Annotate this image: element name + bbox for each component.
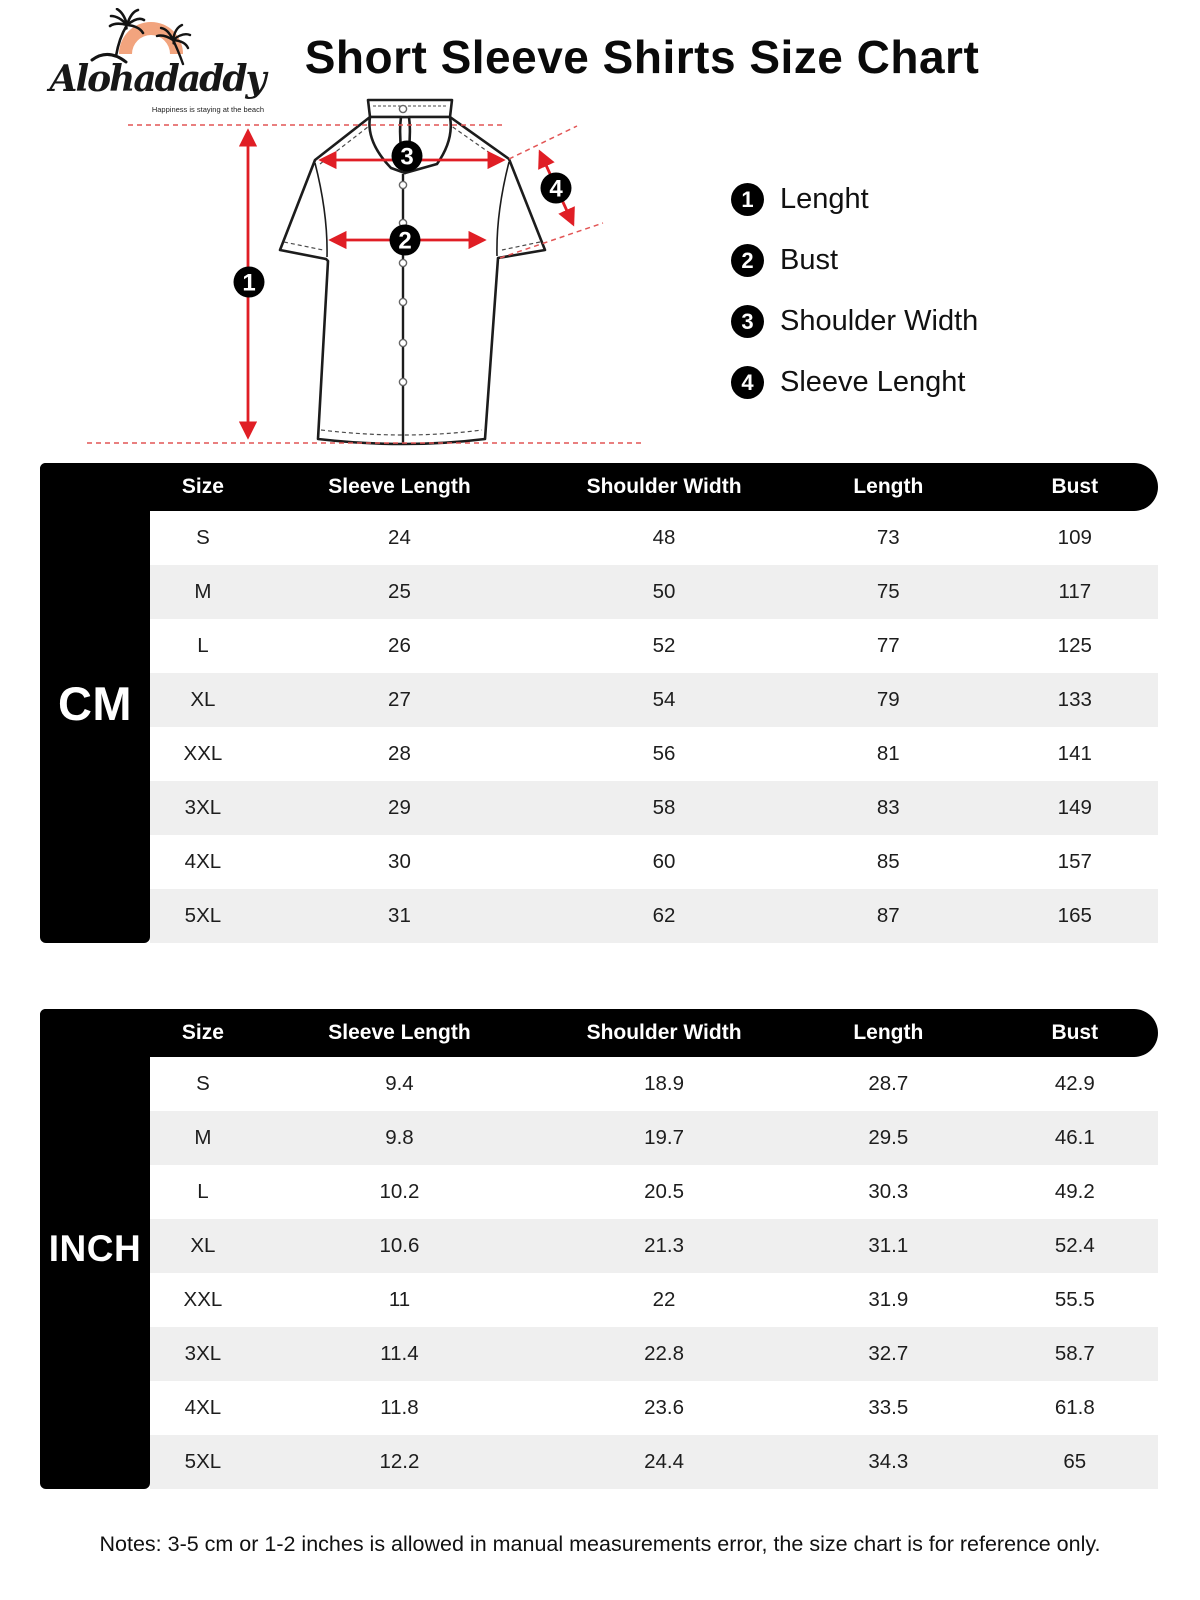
size-cell: M xyxy=(194,580,212,603)
value-cell: 26 xyxy=(388,634,411,657)
value-cell: 20.5 xyxy=(644,1180,684,1203)
value-cell: 83 xyxy=(876,796,900,819)
size-cell: 4XL xyxy=(184,1396,222,1419)
size-table-cm xyxy=(40,463,1158,943)
value-cell: 60 xyxy=(652,850,676,873)
measurement-legend xyxy=(731,180,978,424)
value-cell: 81 xyxy=(876,742,900,765)
legend-label-sleeve-length: Sleeve Lenght xyxy=(780,366,966,398)
size-cell: L xyxy=(197,634,209,657)
value-cell: 125 xyxy=(1057,634,1092,657)
value-cell: 133 xyxy=(1057,688,1092,711)
value-cell: 55.5 xyxy=(1054,1288,1095,1311)
size-cell: XL xyxy=(190,688,216,711)
legend-label-bust: Bust xyxy=(780,244,839,276)
value-cell: 46.1 xyxy=(1054,1126,1095,1149)
size-cell: 3XL xyxy=(184,1342,222,1365)
table-row xyxy=(150,835,1158,889)
unit-label-inch: INCH xyxy=(40,1009,150,1489)
size-cell: S xyxy=(196,526,210,549)
size-cell: XXL xyxy=(183,1288,223,1311)
column-header: Length xyxy=(853,1021,924,1044)
value-cell: 50 xyxy=(652,580,676,603)
value-cell: 157 xyxy=(1057,850,1092,873)
legend-label-length: Lenght xyxy=(780,183,869,215)
table-row xyxy=(150,673,1158,727)
size-cell: 3XL xyxy=(184,796,222,819)
column-header: Size xyxy=(181,1021,224,1044)
value-cell: 52.4 xyxy=(1054,1234,1095,1257)
size-cell: 4XL xyxy=(184,850,222,873)
value-cell: 33.5 xyxy=(868,1396,909,1419)
value-cell: 30.3 xyxy=(868,1180,909,1203)
table-row xyxy=(150,1435,1158,1489)
column-header: Sleeve Length xyxy=(328,1021,471,1044)
value-cell: 85 xyxy=(876,850,900,873)
value-cell: 87 xyxy=(876,904,900,927)
value-cell: 65 xyxy=(1063,1450,1087,1473)
value-cell: 30 xyxy=(388,850,411,873)
value-cell: 42.9 xyxy=(1054,1072,1095,1095)
value-cell: 31.1 xyxy=(868,1234,909,1257)
value-cell: 11 xyxy=(388,1288,411,1311)
table-row xyxy=(150,1327,1158,1381)
column-header: Size xyxy=(181,475,224,498)
legend-item-shoulder-width xyxy=(731,302,978,341)
column-header: Sleeve Length xyxy=(328,475,471,498)
table-body-cm xyxy=(150,511,1158,943)
notes-text: Notes: 3-5 cm or 1-2 inches is allowed in manual measurements error, the size chart is for reference only. xyxy=(99,1532,1101,1556)
marker-2: 2 xyxy=(398,227,412,255)
size-cell: XXL xyxy=(183,742,223,765)
table-header-cm xyxy=(40,463,1158,511)
column-header: Bust xyxy=(1051,1021,1099,1044)
value-cell: 28 xyxy=(388,742,411,765)
value-cell: 23.6 xyxy=(644,1396,684,1419)
brand-tagline: Happiness is staying at the beach xyxy=(151,105,264,114)
value-cell: 32.7 xyxy=(868,1342,909,1365)
value-cell: 56 xyxy=(652,742,676,765)
value-cell: 10.6 xyxy=(379,1234,420,1257)
marker-3: 3 xyxy=(400,143,414,171)
size-cell: L xyxy=(197,1180,209,1203)
size-cell: 5XL xyxy=(184,1450,222,1473)
table-row xyxy=(150,1057,1158,1111)
value-cell: 58 xyxy=(652,796,676,819)
value-cell: 27 xyxy=(388,688,411,711)
value-cell: 48 xyxy=(652,526,676,549)
legend-number-3: 3 xyxy=(731,305,764,338)
marker-1: 1 xyxy=(242,269,256,297)
value-cell: 73 xyxy=(876,526,900,549)
table-header-inch xyxy=(40,1009,1158,1057)
legend-item-bust xyxy=(731,241,978,280)
value-cell: 29.5 xyxy=(868,1126,909,1149)
value-cell: 117 xyxy=(1058,580,1092,603)
page-title: Short Sleeve Shirts Size Chart xyxy=(304,31,980,83)
table-row xyxy=(150,1111,1158,1165)
table-row xyxy=(150,565,1158,619)
value-cell: 31.9 xyxy=(868,1288,909,1311)
table-row xyxy=(150,727,1158,781)
legend-number-1: 1 xyxy=(731,183,764,216)
column-header: Length xyxy=(853,475,924,498)
value-cell: 77 xyxy=(876,634,900,657)
value-cell: 12.2 xyxy=(379,1450,420,1473)
value-cell: 49.2 xyxy=(1054,1180,1095,1203)
value-cell: 54 xyxy=(652,688,676,711)
value-cell: 18.9 xyxy=(644,1072,684,1095)
value-cell: 9.8 xyxy=(385,1126,414,1149)
value-cell: 25 xyxy=(388,580,411,603)
table-row xyxy=(150,1381,1158,1435)
value-cell: 58.7 xyxy=(1054,1342,1095,1365)
size-cell: XL xyxy=(190,1234,216,1257)
column-header: Shoulder Width xyxy=(586,475,742,498)
shirt-measurement-diagram xyxy=(85,90,685,460)
table-row xyxy=(150,781,1158,835)
legend-number-4: 4 xyxy=(731,366,764,399)
value-cell: 31 xyxy=(388,904,411,927)
value-cell: 165 xyxy=(1057,904,1092,927)
value-cell: 75 xyxy=(876,580,900,603)
value-cell: 141 xyxy=(1057,742,1092,765)
value-cell: 21.3 xyxy=(644,1234,684,1257)
value-cell: 29 xyxy=(388,796,411,819)
table-row xyxy=(150,1165,1158,1219)
value-cell: 79 xyxy=(876,688,900,711)
legend-number-2: 2 xyxy=(731,244,764,277)
legend-item-sleeve-length xyxy=(731,363,978,402)
value-cell: 109 xyxy=(1057,526,1092,549)
value-cell: 24 xyxy=(388,526,411,549)
size-cell: M xyxy=(194,1126,212,1149)
value-cell: 34.3 xyxy=(868,1450,909,1473)
value-cell: 61.8 xyxy=(1054,1396,1095,1419)
size-cell: S xyxy=(196,1072,210,1095)
column-header: Bust xyxy=(1051,475,1099,498)
value-cell: 10.2 xyxy=(379,1180,420,1203)
value-cell: 11.4 xyxy=(380,1342,419,1365)
brand-name: Alohadaddy xyxy=(49,58,265,100)
legend-label-shoulder-width: Shoulder Width xyxy=(780,305,979,337)
value-cell: 11.8 xyxy=(380,1396,419,1419)
value-cell: 52 xyxy=(652,634,676,657)
value-cell: 9.4 xyxy=(385,1072,414,1095)
legend-item-length xyxy=(731,180,978,219)
column-header: Shoulder Width xyxy=(586,1021,742,1044)
value-cell: 22 xyxy=(652,1288,676,1311)
value-cell: 149 xyxy=(1057,796,1092,819)
table-row xyxy=(150,511,1158,565)
table-row xyxy=(150,889,1158,943)
table-row xyxy=(150,1219,1158,1273)
value-cell: 19.7 xyxy=(644,1126,684,1149)
size-table-inch xyxy=(40,1009,1158,1489)
table-body-inch xyxy=(150,1057,1158,1489)
size-cell: 5XL xyxy=(184,904,222,927)
unit-label-cm: CM xyxy=(40,463,150,943)
value-cell: 24.4 xyxy=(644,1450,684,1473)
marker-4: 4 xyxy=(549,175,563,203)
table-row xyxy=(150,619,1158,673)
value-cell: 62 xyxy=(652,904,676,927)
table-row xyxy=(150,1273,1158,1327)
value-cell: 22.8 xyxy=(644,1342,684,1365)
value-cell: 28.7 xyxy=(868,1072,909,1095)
